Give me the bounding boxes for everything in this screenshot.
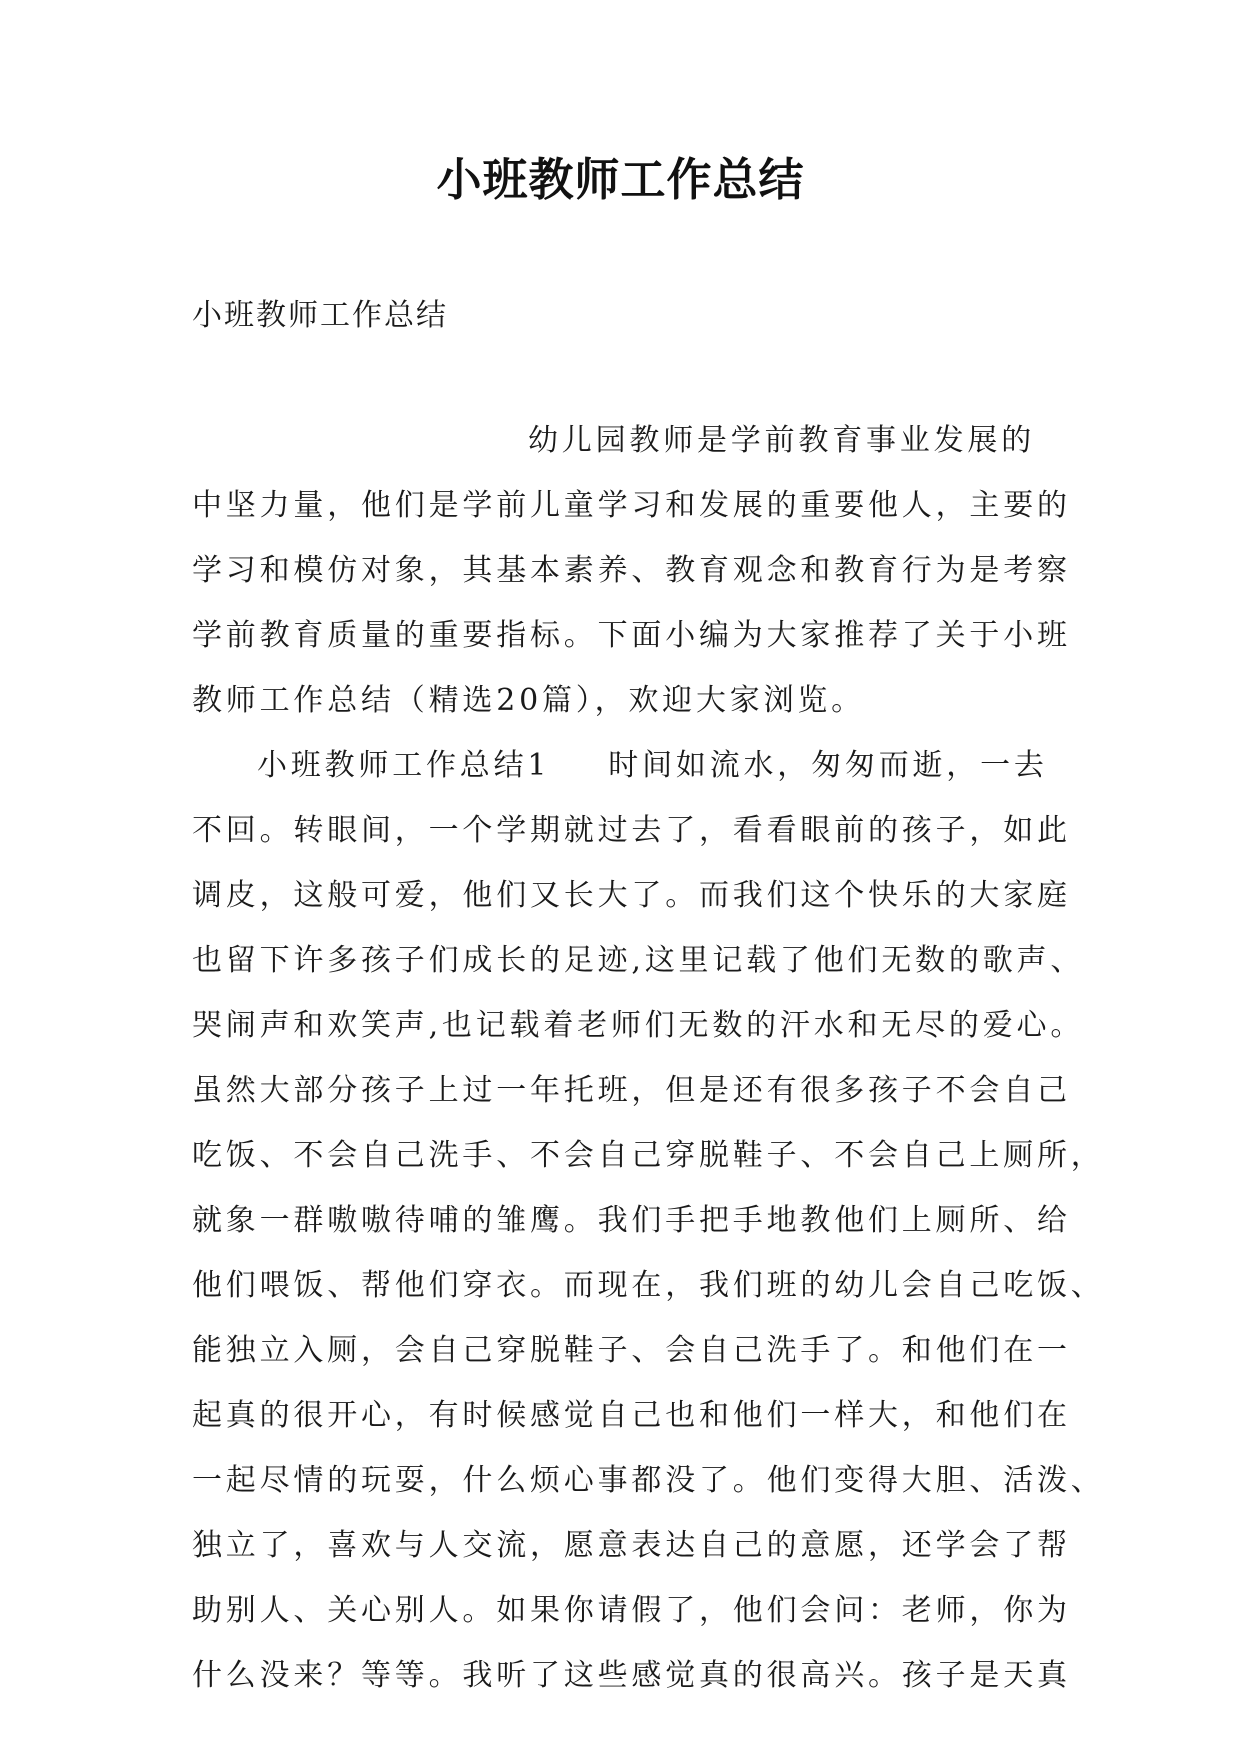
body-line: 也留下许多孩子们成长的足迹,这里记载了他们无数的歌声、 [192, 943, 1085, 978]
document-body [192, 408, 1105, 1708]
body-line: 调皮，这般可爱，他们又长大了。而我们这个快乐的大家庭 [192, 878, 1071, 913]
body-line: 学前教育质量的重要指标。下面小编为大家推荐了关于小班 [192, 618, 1071, 653]
body-line: 中坚力量，他们是学前儿童学习和发展的重要他人，主要的 [192, 488, 1071, 523]
document-subtitle: 小班教师工作总结 [192, 298, 448, 333]
body-line: 虽然大部分孩子上过一年托班，但是还有很多孩子不会自己 [192, 1073, 1071, 1108]
body-line: 起真的很开心，有时候感觉自己也和他们一样大，和他们在 [192, 1398, 1071, 1433]
document-title: 小班教师工作总结 [436, 153, 805, 206]
body-line: 助别人、关心别人。如果你请假了，他们会问：老师，你为 [192, 1593, 1071, 1628]
body-line: 一起尽情的玩耍，什么烦心事都没了。他们变得大胆、活泼、 [192, 1463, 1105, 1498]
section1-heading: 小班教师工作总结1 [257, 748, 551, 783]
body-line: 能独立入厕，会自己穿脱鞋子、会自己洗手了。和他们在一 [192, 1333, 1071, 1368]
section1-first-text: 时间如流水，匆匆而逝，一去 [608, 748, 1048, 783]
body-line: 教师工作总结（精选20篇），欢迎大家浏览。 [192, 683, 865, 718]
body-line: 独立了，喜欢与人交流，愿意表达自己的意愿，还学会了帮 [192, 1528, 1071, 1563]
body-line: 幼儿园教师是学前教育事业发展的 [528, 423, 1035, 458]
body-line: 就象一群嗷嗷待哺的雏鹰。我们手把手地教他们上厕所、给 [192, 1203, 1071, 1238]
section1-heading-line [192, 733, 1050, 798]
body-line: 哭闹声和欢笑声,也记载着老师们无数的汗水和无尽的爱心。 [192, 1008, 1085, 1043]
body-line: 什么没来？等等。我听了这些感觉真的很高兴。孩子是天真 [192, 1658, 1071, 1693]
body-line: 不回。转眼间，一个学期就过去了，看看眼前的孩子，如此 [192, 813, 1071, 848]
body-line: 他们喂饭、帮他们穿衣。而现在，我们班的幼儿会自己吃饭、 [192, 1268, 1105, 1303]
body-line: 学习和模仿对象，其基本素养、教育观念和教育行为是考察 [192, 553, 1071, 588]
body-line: 吃饭、不会自己洗手、不会自己穿脱鞋子、不会自己上厕所， [192, 1138, 1105, 1173]
